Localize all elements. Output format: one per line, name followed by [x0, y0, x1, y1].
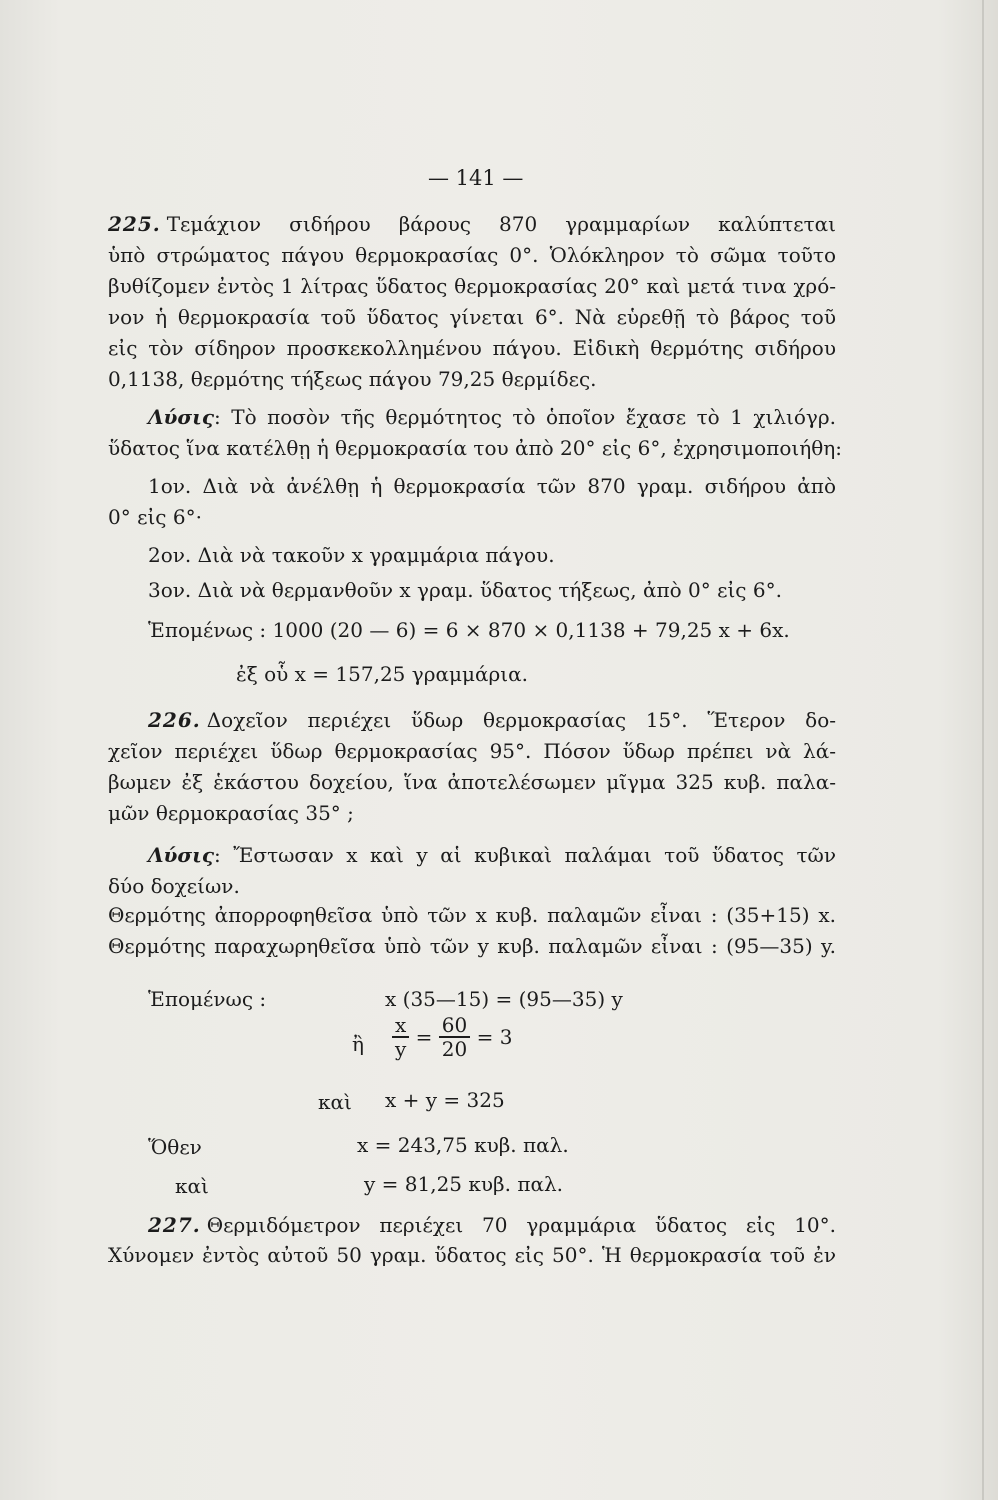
- problem-226-line-1: 226. Δοχεῖον περιέχει ὕδωρ θερμοκρασίας 15°. Ἕτερον δο-: [148, 708, 836, 732]
- problem-225-line-5: εἰς τὸν σίδηρον προσκεκολλημένου πάγου. Εἰδικὴ θερμότης σιδήρου: [108, 336, 836, 360]
- problem-225-line-4: νον ἡ θερμοκρασία τοῦ ὕδατος γίνεται 6°. Νὰ εὑρεθῇ τὸ βάρος τοῦ: [108, 305, 836, 329]
- solution-226-line-2: δύο δοχείων.: [108, 874, 240, 898]
- solution-225-step-1: 1ον. Διὰ νὰ ἀνέλθῃ ἡ θερμοκρασία τῶν 870 γραμ. σιδήρου ἀπὸ: [148, 474, 836, 498]
- problem-225-line-6: 0,1138, θερμότης τήξεως πάγου 79,25 θερμίδες.: [108, 367, 597, 391]
- problem-225-line-2: ὑπὸ στρώματος πάγου θερμοκρασίας 0°. Ὁλόκληρον τὸ σῶμα τοῦτο: [108, 243, 836, 267]
- page-edge: [982, 0, 984, 1500]
- and-label: καὶ: [318, 1090, 352, 1114]
- equation-4: x = 243,75 κυβ. παλ.: [357, 1133, 569, 1157]
- therefore-label: Ἑπομένως :: [148, 987, 267, 1011]
- fraction-60-over-20: $\frac{60}{20}$: [439, 1014, 470, 1060]
- problem-227-number: 227.: [148, 1213, 201, 1237]
- solution-226-line-1: Λύσις: Ἔστωσαν x καὶ y αἱ κυβικαὶ παλάμαι τοῦ ὕδατος τῶν: [148, 843, 836, 867]
- problem-227-line-1: 227. Θερμιδόμετρον περιέχει 70 γραμμάρια ὕδατος εἰς 10°.: [148, 1213, 836, 1237]
- solution-label: Λύσις: [148, 405, 214, 429]
- equation-5: y = 81,25 κυβ. παλ.: [364, 1172, 564, 1196]
- solution-226-line-3: Θερμότης ἀπορροφηθεῖσα ὑπὸ τῶν x κυβ. παλαμῶν εἶναι : (35+15) x.: [108, 903, 836, 927]
- problem-225-number: 225.: [108, 212, 161, 236]
- solution-225-line-2: ὕδατος ἵνα κατέλθῃ ἡ θερμοκρασία του ἀπὸ 20° εἰς 6°, ἐχρησιμοποιήθη:: [108, 436, 842, 460]
- solution-225-line-1: Λύσις: Τὸ ποσὸν τῆς θερμότητος τὸ ὁποῖον ἔχασε τὸ 1 χιλιόγρ.: [148, 405, 836, 429]
- problem-226-line-4: μῶν θερμοκρασίας 35° ;: [108, 801, 354, 825]
- solution-label: Λύσις: [148, 843, 214, 867]
- solution-225-equation: Ἑπομένως : 1000 (20 — 6) = 6 × 870 × 0,1138 + 79,25 x + 6x.: [148, 618, 790, 642]
- page-number: — 141 —: [428, 166, 524, 190]
- problem-226-number: 226.: [148, 708, 201, 732]
- fraction-equation: $\frac{x}{y}$ = $\frac{60}{20}$ = 3: [392, 1014, 512, 1060]
- solution-225-result: ἐξ οὗ x = 157,25 γραμμάρια.: [236, 662, 528, 686]
- solution-226-line-4: Θερμότης παραχωρηθεῖσα ὑπὸ τῶν y κυβ. παλαμῶν εἶναι : (95—35) y.: [108, 934, 836, 958]
- and-label-2: καὶ: [175, 1174, 209, 1198]
- equation-3: x + y = 325: [385, 1088, 505, 1112]
- problem-227-line-2: Χύνομεν ἐντὸς αὐτοῦ 50 γραμ. ὕδατος εἰς 50°. Ἡ θερμοκρασία τοῦ ἐν: [108, 1243, 836, 1267]
- solution-225-step-1-cont: 0° εἰς 6°·: [108, 505, 202, 529]
- problem-225-line-1: 225. Τεμάχιον σιδήρου βάρους 870 γραμμαρίων καλύπτεται: [108, 212, 836, 236]
- solution-225-step-2: 2ον. Διὰ νὰ τακοῦν x γραμμάρια πάγου.: [148, 543, 555, 567]
- fraction-x-over-y: $\frac{x}{y}$: [392, 1014, 409, 1060]
- problem-226-line-3: βωμεν ἐξ ἑκάστου δοχείου, ἵνα ἀποτελέσωμεν μῖγμα 325 κυβ. παλα-: [108, 770, 836, 794]
- hence-label: Ὅθεν: [148, 1135, 202, 1159]
- equation-1: x (35—15) = (95—35) y: [385, 987, 623, 1011]
- solution-225-step-3: 3ον. Διὰ νὰ θερμανθοῦν x γραμ. ὕδατος τήξεως, ἀπὸ 0° εἰς 6°.: [148, 578, 782, 602]
- problem-225-line-3: βυθίζομεν ἐντὸς 1 λίτρας ὕδατος θερμοκρασίας 20° καὶ μετά τινα χρό-: [108, 274, 836, 298]
- or-label: ἢ: [352, 1032, 364, 1056]
- problem-226-line-2: χεῖον περιέχει ὕδωρ θερμοκρασίας 95°. Πόσον ὕδωρ πρέπει νὰ λά-: [108, 739, 836, 763]
